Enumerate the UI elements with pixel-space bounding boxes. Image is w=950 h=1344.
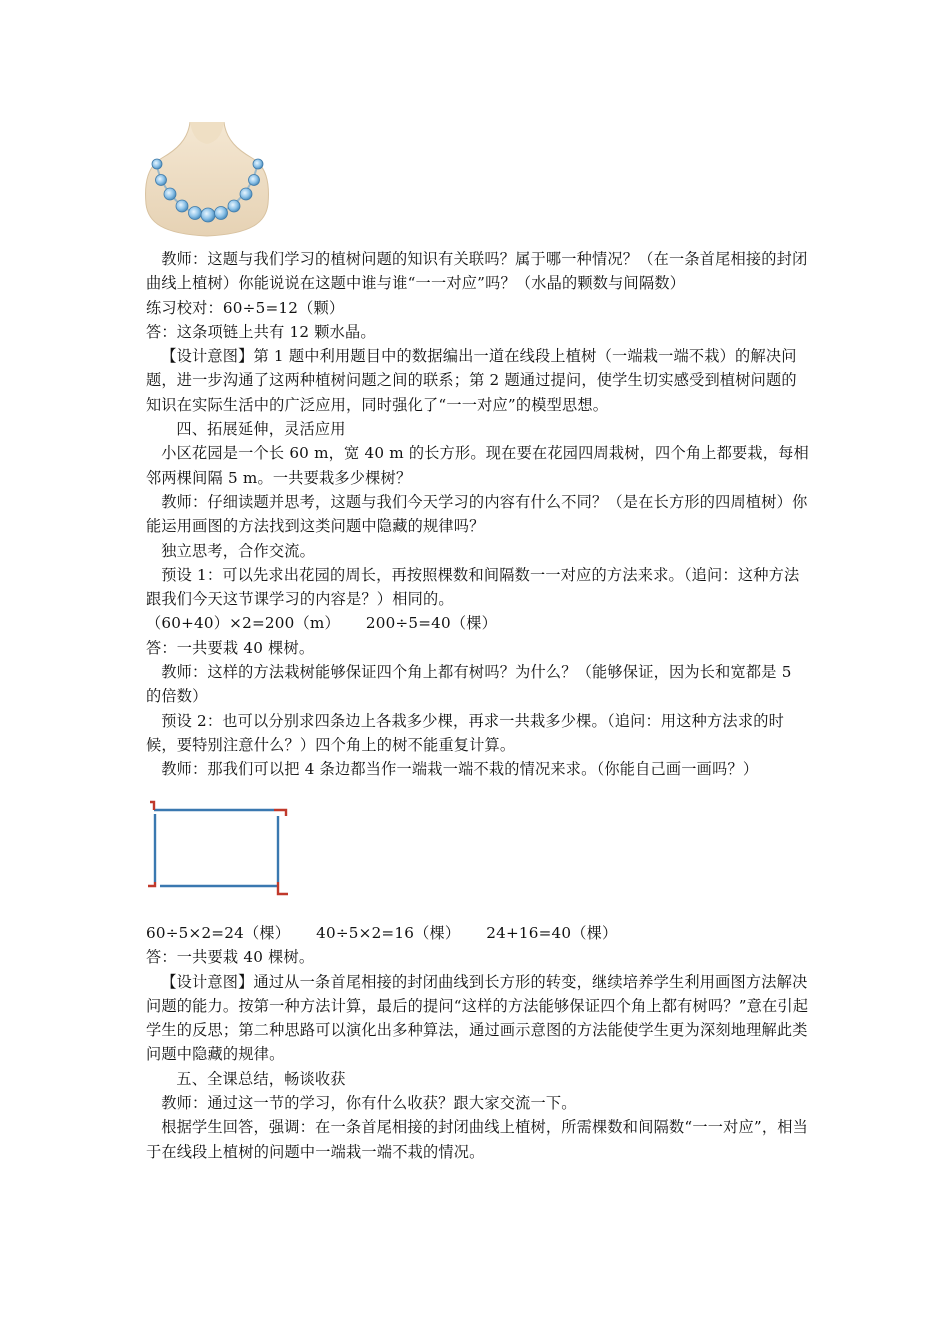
paragraph: 答：这条项链上共有 12 颗水晶。 [146,322,376,341]
paragraph: 教师：这题与我们学习的植树问题的知识有关联吗？属于哪一种情况？（在一条首尾相接的封闭曲线上植树）你能说说在这题中谁与谁“一一对应”吗？（水晶的颗数与间隔数） [146,250,808,293]
crystal-necklace-on-bust-image [142,122,272,238]
paragraph: 教师：仔细读题并思考，这题与我们今天学习的内容有什么不同？（是在长方形的四周植树）你能运用画图的方法找到这类问题中隐藏的规律吗？ [146,492,808,536]
paragraph: 教师：那我们可以把 4 条边都当作一端栽一端不栽的情况来求。（你能自己画一画吗？） [161,760,759,779]
calculation-line [146,611,810,635]
section-heading: 五、全课总结，畅谈收获 [176,1069,346,1088]
corner-mark-top-left [150,802,154,810]
text-block-upper [146,247,810,782]
paragraph: 【设计意图】通过从一条首尾相接的封闭曲线到长方形的转变，继续培养学生利用画图方法解决问题的能力。按第一种方法计算，最后的提问“这样的方法能够保证四个角上都有树吗？”意在引起学生的反思；第二种思路可以演化出多种算法，通过画示意图的方法能使学生更为深刻地理解此类问题中隐藏的规律。 [146,972,809,1064]
calc-step: （60+40）×2=200（m） [146,614,340,633]
paragraph: 教师：通过这一节的学习，你有什么收获？跟大家交流一下。 [161,1094,577,1113]
section-heading: 四、拓展延伸，灵活应用 [176,420,346,439]
paragraph: 答：一共要栽 40 棵树。 [146,948,315,967]
calc-step: 200÷5=40（棵） [365,614,498,633]
calculation-line [146,921,810,945]
text-block-lower [146,921,810,1164]
paragraph: 预设 1：可以先求出花园的周长，再按照棵数和间隔数一一对应的方法来求。（追问：这种方法跟我们今天这节课学习的内容是？）相同的。 [146,565,800,609]
paragraph: 根据学生回答，强调：在一条首尾相接的封闭曲线上植树，所需棵数和间隔数“一一对应”，相当于在线段上植树的问题中一端栽一端不栽的情况。 [146,1118,809,1161]
paragraph: 练习校对：60÷5=12（颗） [146,298,345,317]
calc-step: 60÷5×2=24（棵） [146,924,291,942]
rectangle-corner-diagram [144,796,294,902]
corner-mark-bottom-right [278,882,288,894]
paragraph: 预设 2：也可以分别求四条边上各栽多少棵，再求一共栽多少棵。（追问：用这种方法求的时候，要特别注意什么？）四个角上的树不能重复计算。 [146,711,784,754]
paragraph: 答：一共要栽 40 棵树。 [146,638,315,657]
corner-mark-top-right [274,810,286,816]
paragraph: 【设计意图】第 1 题中利用题目中的数据编出一道在线段上植树（一端栽一端不栽）的解决问题，进一步沟通了这两种植树问题之间的联系；第 2 题通过提问，使学生切实感受到植树问题的知识在实际生活中的广泛应用，同时强化了“一一对应”的模型思想。 [146,347,797,414]
paragraph: 教师：这样的方法栽树能够保证四个角上都有树吗？为什么？（能够保证，因为长和宽都是 5 的倍数） [146,663,792,706]
paragraph: 独立思考，合作交流。 [161,541,316,560]
calc-step: 40÷5×2=16（棵） [316,924,461,942]
calc-step: 24+16=40（棵） [486,924,618,942]
corner-mark-bottom-left [148,882,155,886]
paragraph: 小区花园是一个长 60 m，宽 40 m 的长方形。现在要在花园四周栽树，四个角上都要栽，每相邻两棵间隔 5 m。一共要栽多少棵树？ [146,444,809,487]
